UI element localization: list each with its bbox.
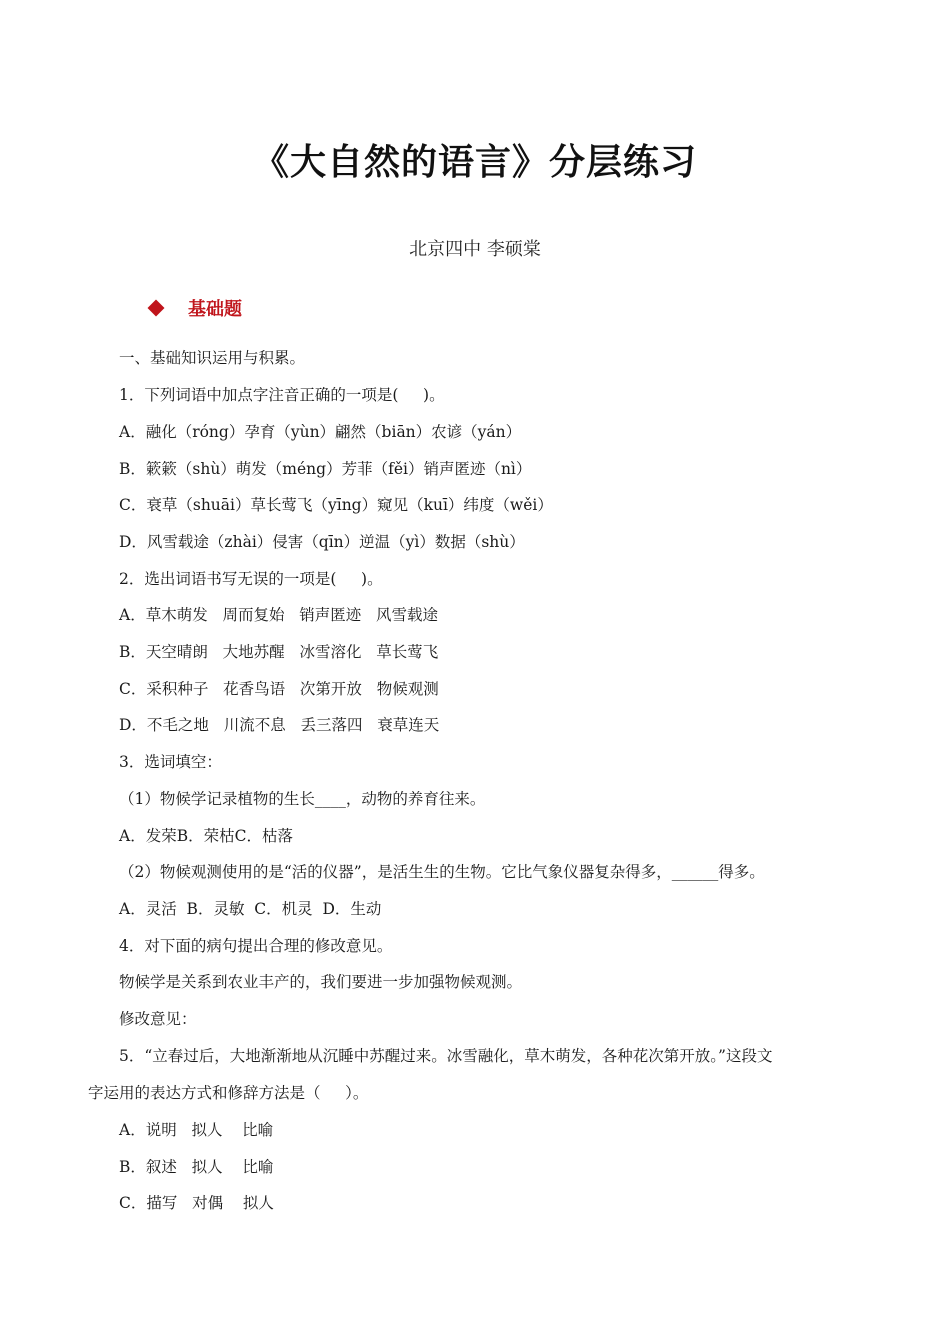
part-heading: 一、基础知识运用与积累。 xyxy=(119,349,306,367)
q5-option-b: B．叙述 拟人 比喻 xyxy=(119,1158,274,1176)
question-2: 2．选出词语书写无误的一项是( )。 xyxy=(119,570,383,588)
q3-part-2: （2）物候观测使用的是“活的仪器”，是活生生的生物。它比气象仪器复杂得多，______得多。 xyxy=(119,863,765,881)
section-heading xyxy=(150,295,242,321)
q1-option-a: A．融化（róng）孕育（yùn）翩然（biān）农谚（yán） xyxy=(119,423,522,441)
q1-option-c: C．衰草（shuāi）草长莺飞（yīng）窥见（kuī）纬度（wěi） xyxy=(119,496,553,514)
q5-option-c: C．描写 对偶 拟人 xyxy=(119,1194,274,1212)
q2-option-c: C．采积种子 花香鸟语 次第开放 物候观测 xyxy=(119,680,439,698)
q5-option-a: A．说明 拟人 比喻 xyxy=(119,1121,274,1139)
q3-part-1-options: A．发荣B．荣枯C．枯落 xyxy=(119,827,293,845)
question-5-continued: 字运用的表达方式和修辞方法是（ ）。 xyxy=(88,1084,369,1102)
q2-option-a: A．草木萌发 周而复始 销声匿迹 风雪载途 xyxy=(119,606,439,624)
q1-option-d: D．风雪载途（zhài）侵害（qīn）逆温（yì）数据（shù） xyxy=(119,533,525,551)
q4-sentence: 物候学是关系到农业丰产的，我们要进一步加强物候观测。 xyxy=(119,973,523,991)
q3-part-2-options: A．灵活 B．灵敏 C．机灵 D．生动 xyxy=(119,900,382,918)
question-1: 1．下列词语中加点字注音正确的一项是( )。 xyxy=(119,386,445,404)
author-line: 北京四中 李硕棠 xyxy=(409,239,541,260)
question-4: 4．对下面的病句提出合理的修改意见。 xyxy=(119,937,393,955)
q4-answer-label: 修改意见： xyxy=(119,1010,197,1028)
diamond-bullet-icon xyxy=(148,300,165,317)
q3-part-1: （1）物候学记录植物的生长____，动物的养育往来。 xyxy=(119,790,486,808)
section-heading-label: 基础题 xyxy=(188,299,242,320)
document-title: 《大自然的语言》分层练习 xyxy=(252,142,697,183)
q2-option-d: D．不毛之地 川流不息 丢三落四 衰草连天 xyxy=(119,716,440,734)
question-5: 5．“立春过后，大地渐渐地从沉睡中苏醒过来。冰雪融化，草木萌发，各种花次第开放。”这段文 xyxy=(119,1047,773,1065)
question-3: 3．选词填空： xyxy=(119,753,222,771)
q2-option-b: B．天空晴朗 大地苏醒 冰雪溶化 草长莺飞 xyxy=(119,643,439,661)
q1-option-b: B．簌簌（shù）萌发（méng）芳菲（fěi）销声匿迹（nì） xyxy=(119,460,532,478)
